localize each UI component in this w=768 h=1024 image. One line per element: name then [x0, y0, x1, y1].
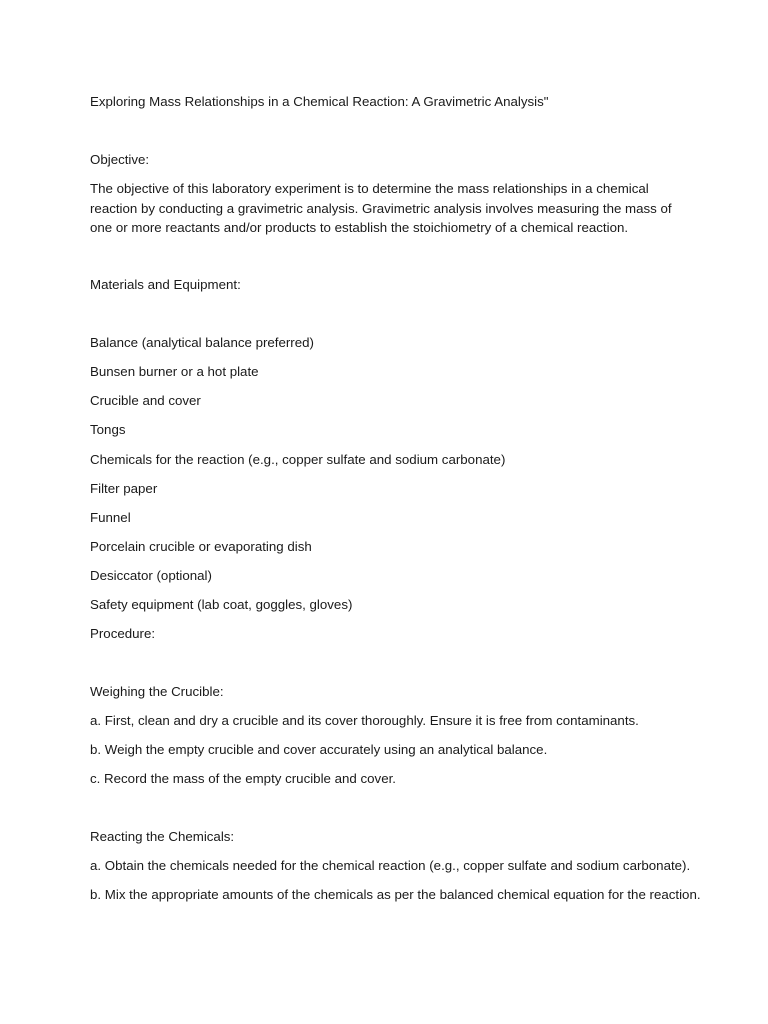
material-item: Funnel: [90, 510, 131, 525]
weighing-step: a. First, clean and dry a crucible and its cover thoroughly. Ensure it is free from contaminants.: [90, 713, 639, 728]
material-item: Chemicals for the reaction (e.g., copper sulfate and sodium carbonate): [90, 452, 506, 467]
material-item: Bunsen burner or a hot plate: [90, 364, 259, 379]
material-item: Desiccator (optional): [90, 568, 212, 583]
objective-text: The objective of this laboratory experiment is to determine the mass relationships in a chemical reaction by conducting a gravimetric analysis. Gravimetric analysis involves measuring the mass of one or more reactants and/or products to establish the stoichiometry of a chemical reaction.: [90, 181, 672, 235]
material-item: Safety equipment (lab coat, goggles, gloves): [90, 597, 353, 612]
materials-heading: Materials and Equipment:: [90, 277, 241, 292]
weighing-heading: Weighing the Crucible:: [90, 684, 224, 699]
weighing-step: c. Record the mass of the empty crucible and cover.: [90, 771, 396, 786]
material-item: Filter paper: [90, 481, 158, 496]
material-item: Crucible and cover: [90, 393, 201, 408]
material-item: Porcelain crucible or evaporating dish: [90, 539, 312, 554]
material-item: Tongs: [90, 422, 126, 437]
weighing-step: b. Weigh the empty crucible and cover accurately using an analytical balance.: [90, 742, 548, 757]
reacting-step: a. Obtain the chemicals needed for the chemical reaction (e.g., copper sulfate and sodium carbonate).: [90, 858, 691, 873]
reacting-heading: Reacting the Chemicals:: [90, 829, 235, 844]
objective-heading: Objective:: [90, 152, 150, 167]
material-item: Balance (analytical balance preferred): [90, 335, 314, 350]
reacting-step: b. Mix the appropriate amounts of the chemicals as per the balanced chemical equation for the reaction.: [90, 887, 701, 902]
procedure-heading: Procedure:: [90, 626, 156, 641]
document-title: Exploring Mass Relationships in a Chemical Reaction: A Gravimetric Analysis": [90, 94, 549, 109]
